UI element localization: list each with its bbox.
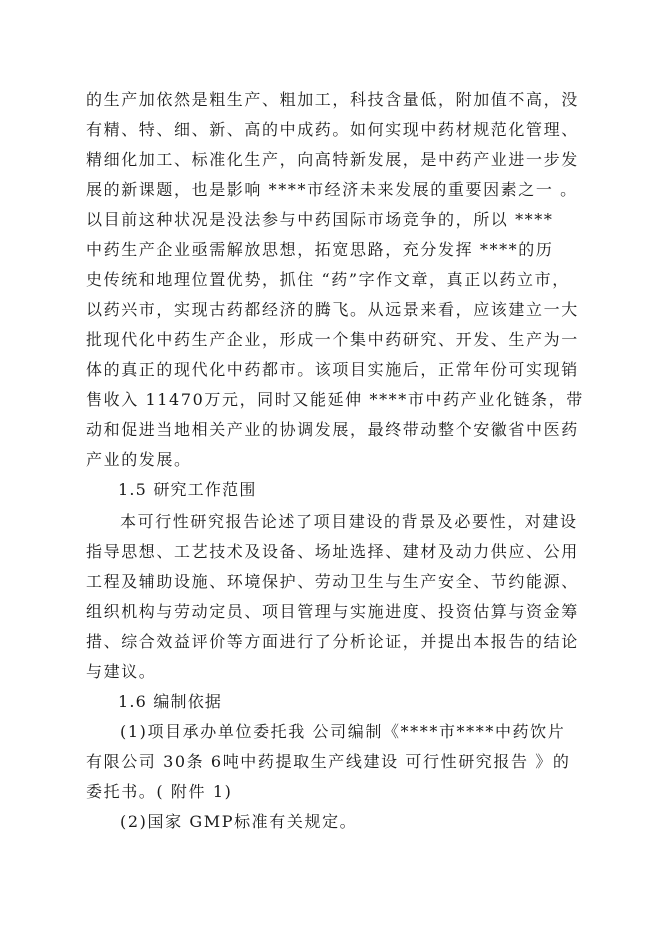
body-text-line: 中药生产企业亟需解放思想，拓宽思路，充分发挥 ****的历 (86, 240, 554, 259)
body-text-line: 售收入 11470万元，同时又能延伸 ****市中药产业化链条，带 (86, 390, 584, 409)
section-heading: 1.5 研究工作范围 (118, 480, 257, 499)
body-text-line: 本可行性研究报告论述了项目建设的背景及必要性，对建设 (120, 512, 578, 531)
body-text-line: 精细化加工、标准化生产，向高特新发展，是中药产业进一步发 (86, 150, 579, 169)
body-text-line: 组织机构与劳动定员、项目管理与实施进度、投资估算与资金筹 (86, 602, 579, 621)
body-text-line: 有精、特、细、新、高的中成药。如何实现中药材规范化管理、 (86, 120, 579, 139)
body-text-line: 工程及辅助设施、环境保护、劳动卫生与生产安全、节约能源、 (86, 572, 579, 591)
body-text-line: 史传统和地理位置优势，抓住 “药”字作文章，真正以药立市， (86, 270, 570, 289)
body-text-line: 的生产加依然是粗生产、粗加工，科技含量低，附加值不高，没 (86, 90, 579, 109)
body-text-line: 措、综合效益评价等方面进行了分析论证，并提出本报告的结论 (86, 632, 579, 651)
body-text-line: (2)国家 GMP标准有关规定。 (120, 812, 358, 831)
body-text-line: 批现代化中药生产企业，形成一个集中药研究、开发、生产为一 (86, 330, 579, 349)
body-text-line: 体的真正的现代化中药都市。该项目实施后，正常年份可实现销 (86, 360, 579, 379)
body-text-line: 以目前这种状况是没法参与中药国际市场竞争的，所以 **** (86, 210, 554, 229)
body-text-line: 以药兴市，实现古药都经济的腾飞。从远景来看，应该建立一大 (86, 300, 579, 319)
body-text-line: 指导思想、工艺技术及设备、场址选择、建材及动力供应、公用 (86, 542, 579, 561)
body-text-line: 委托书。( 附件 1) (86, 782, 233, 801)
body-text-line: 展的新课题，也是影响 ****市经济未来发展的重要因素之一 。 (86, 180, 578, 199)
section-heading: 1.6 编制依据 (118, 692, 223, 711)
body-text-line: 产业的发展。 (86, 450, 192, 469)
body-text-line: 有限公司 30条 6吨中药提取生产线建设 可行性研究报告 》的 (86, 752, 571, 771)
body-text-line: 动和促进当地相关产业的协调发展，最终带动整个安徽省中医药 (86, 420, 579, 439)
body-text-line: 与建议。 (86, 662, 157, 681)
body-text-line: (1)项目承办单位委托我 公司编制《****市****中药饮片 (120, 722, 566, 741)
